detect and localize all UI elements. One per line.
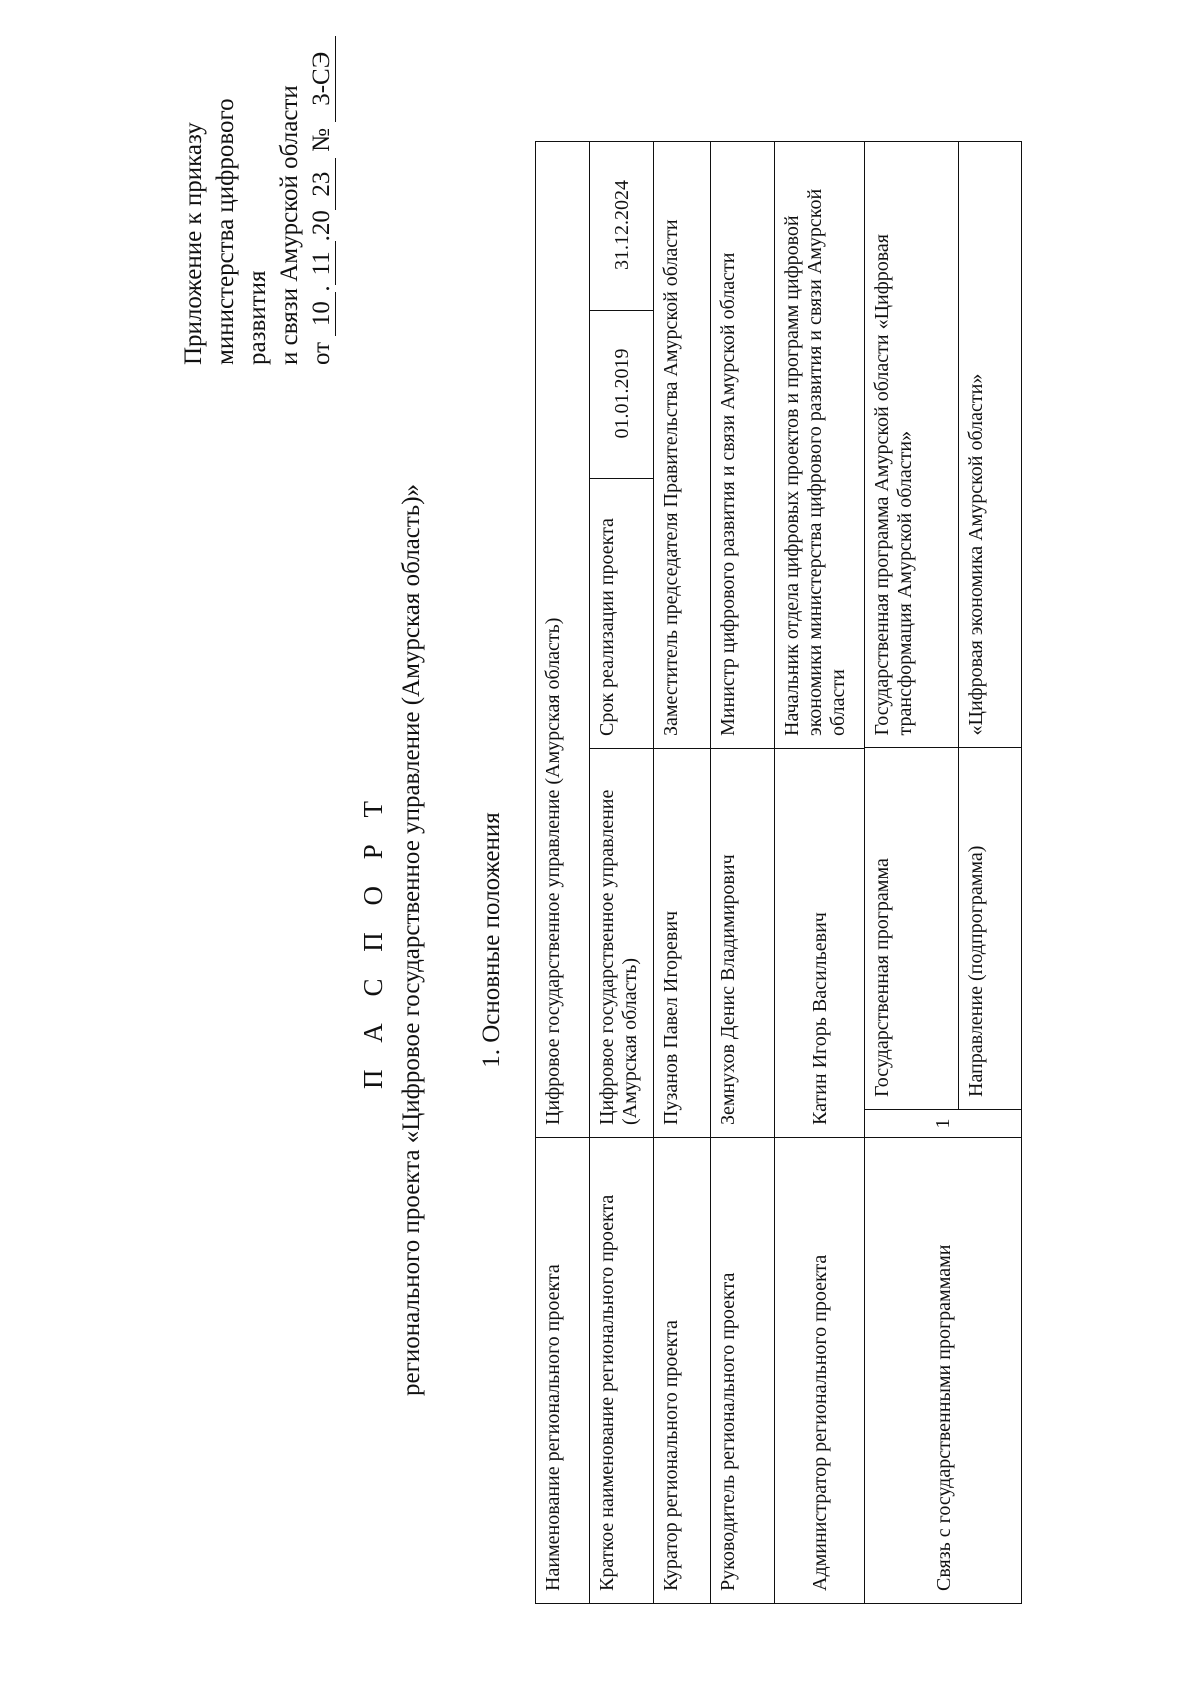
term-start-date: 01.01.2019	[590, 311, 654, 479]
order-number: 3-СЭ	[309, 36, 336, 122]
document-subtitle: регионального проекта «Цифровое государственное управление (Амурская область)»	[398, 483, 425, 1397]
person-name: Пузанов Павел Игоревич	[654, 749, 711, 1138]
date-day: 10	[309, 292, 336, 336]
date-prefix: от	[308, 341, 335, 365]
term-end-date: 31.12.2024	[590, 141, 654, 310]
main-positions-table	[535, 141, 1022, 1604]
table-row	[865, 141, 1022, 1603]
person-name: Катин Игорь Васильевич	[775, 749, 865, 1138]
term-label: Срок реализации проекта	[590, 479, 654, 749]
person-position: Заместитель председателя Правительства Амурской области	[654, 141, 711, 748]
direction-value: «Цифровая экономика Амурской области»	[959, 142, 1021, 748]
person-position: Министр цифрового развития и связи Амурской области	[711, 141, 775, 748]
table-row	[536, 141, 590, 1603]
row-label: Краткое наименование регионального проекта	[590, 1138, 654, 1604]
row-label: Наименование регионального проекта	[536, 1138, 590, 1604]
table-row	[590, 141, 654, 1603]
state-program-label: Государственная программа	[865, 748, 959, 1109]
date-year-prefix: .20	[308, 210, 335, 242]
row-value: Цифровое государственное управление (Амурская область)	[536, 141, 590, 1137]
program-links-cell	[865, 141, 1022, 1109]
row-label: Руководитель регионального проекта	[711, 1138, 775, 1604]
row-label: Администратор регионального проекта	[775, 1138, 865, 1604]
approval-block	[178, 35, 338, 365]
row-label: Связь с государственными программами	[865, 1138, 1022, 1604]
direction-label: Направление (подпрограмма)	[959, 748, 1021, 1109]
approval-date-line: от 10.11.2023 № 3-СЭ	[306, 35, 338, 365]
section-heading: 1. Основные положения	[478, 812, 505, 1068]
approval-line-2: министерства цифрового развития	[212, 98, 271, 365]
table-row	[865, 142, 959, 1109]
document-title: П А С П О Р Т	[358, 791, 388, 1090]
state-program-value: Государственная программа Амурской области «Цифровая трансформация Амурской области»	[865, 142, 959, 748]
row-label: Куратор регионального проекта	[654, 1138, 711, 1604]
date-year: 23	[309, 158, 336, 210]
number-label: №	[308, 128, 335, 152]
person-position: Начальник отдела цифровых проектов и программ цифровой экономики министерства цифрового развития и связи Амурской области	[775, 141, 865, 748]
person-name: Земнухов Денис Владимирович	[711, 749, 775, 1138]
table-row	[654, 141, 711, 1603]
program-index: 1	[865, 1110, 1022, 1138]
table-row	[711, 141, 775, 1603]
approval-line-3: и связи Амурской области	[276, 85, 303, 365]
table-row	[775, 141, 865, 1603]
approval-line-1: Приложение к приказу	[180, 122, 207, 365]
table-row	[959, 142, 1021, 1109]
row-value: Цифровое государственное управление (Амурская область)	[590, 749, 654, 1138]
date-month: 11	[309, 241, 336, 285]
program-links-table	[865, 142, 1021, 1109]
